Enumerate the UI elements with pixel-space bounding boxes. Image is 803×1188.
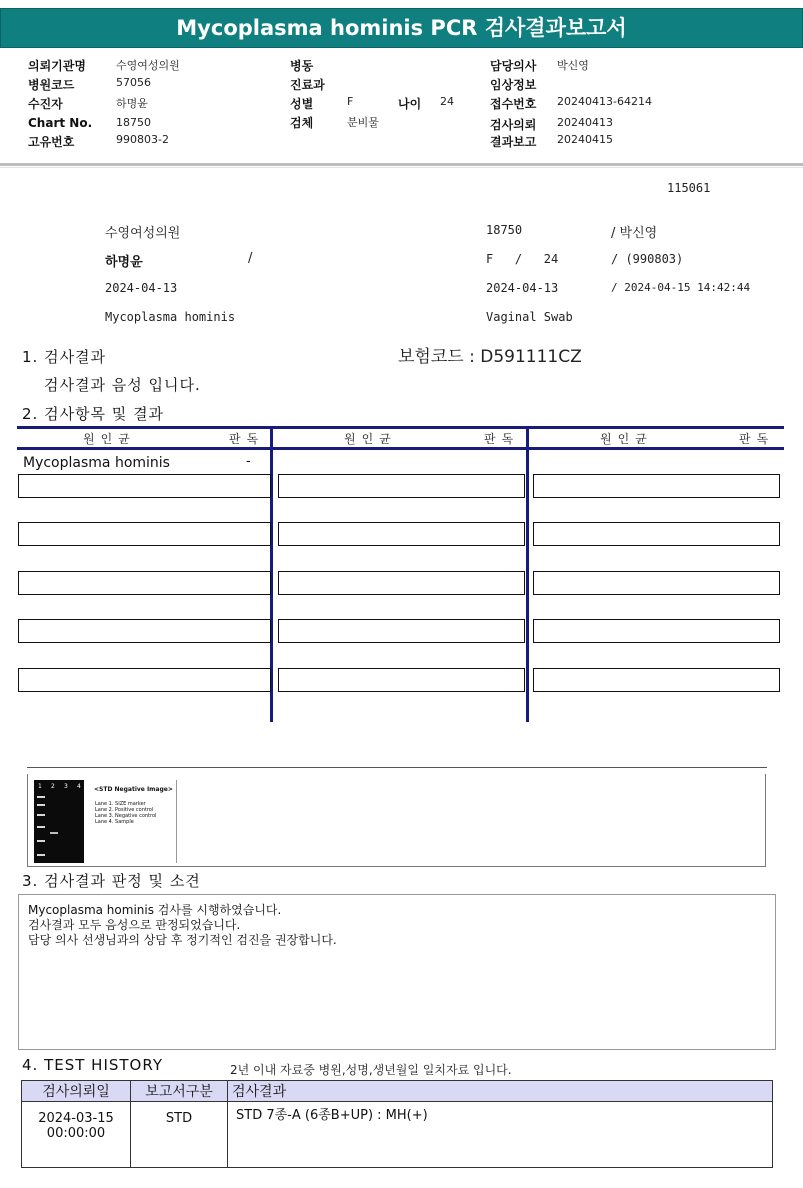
info-slash: / <box>248 251 253 266</box>
result-cell-r2-c3 <box>533 522 780 546</box>
info-hospital: 수영여성의원 <box>105 226 181 241</box>
col-head-judgement-2: 판독 <box>484 432 520 446</box>
result-row-value: - <box>246 454 251 469</box>
history-result: STD 7종-A (6종B+UP) : MH(+) <box>228 1102 773 1168</box>
request-label: 검사의뢰 <box>490 118 537 132</box>
gel-electrophoresis-image <box>34 780 84 863</box>
section4-title: 4. TEST HISTORY <box>22 1056 163 1074</box>
unique-no-value: 990803-2 <box>116 133 169 146</box>
history-type: STD <box>131 1102 228 1168</box>
report-header <box>0 50 803 162</box>
col-head-judgement-1: 판독 <box>229 432 265 446</box>
info-test-name: Mycoplasma hominis <box>105 310 236 324</box>
history-col-date: 검사의뢰일 <box>22 1081 131 1102</box>
hospital-code-value: 57056 <box>116 76 151 89</box>
gel-legend-title: <STD Negative Image> <box>94 786 173 793</box>
patient-value: 하명윤 <box>116 97 148 110</box>
gel-lane-1: 1 <box>38 783 42 790</box>
result-cell-r3-c2 <box>278 571 525 595</box>
hospital-name-value: 수영여성의원 <box>116 59 180 72</box>
result-cell-r2-c1 <box>18 522 271 546</box>
sex-value: F <box>347 95 354 108</box>
gel-legend-lane-3: Lane 3. Negative control <box>95 813 157 819</box>
history-date: 2024-03-15 <box>38 1111 114 1126</box>
gel-legend-lane-1: Lane 1. SIZE marker <box>95 801 146 807</box>
result-row-name: Mycoplasma hominis <box>23 455 170 471</box>
result-cell-r4-c2 <box>278 619 525 643</box>
info-chart-no: 18750 <box>486 223 523 237</box>
history-date-cell <box>22 1102 131 1168</box>
chart-no-label: Chart No. <box>28 116 93 130</box>
gel-legend <box>88 780 177 863</box>
hospital-name-label: 의뢰기관명 <box>28 59 86 73</box>
insurance-code: 보험코드 : D591111CZ <box>398 347 582 367</box>
history-col-type: 보고서구분 <box>131 1081 228 1102</box>
section1-title: 1. 검사결과 <box>22 348 107 366</box>
report-title: Mycoplasma hominis PCR 검사결과보고서 <box>0 8 803 48</box>
result-summary: 검사결과 음성 입니다. <box>44 376 201 394</box>
chart-no-value: 18750 <box>116 116 151 129</box>
opinion-line-2: 검사결과 모두 음성으로 판정되었습니다. <box>28 918 241 932</box>
clinical-info-label: 임상정보 <box>490 78 537 92</box>
info-birth: / (990803) <box>611 252 684 266</box>
report-date-label: 결과보고 <box>490 135 537 149</box>
col-head-pathogen-1: 원인균 <box>83 432 136 446</box>
doctor-value: 박신영 <box>557 59 589 72</box>
gel-lane-3: 3 <box>64 783 68 790</box>
receipt-no-label: 접수번호 <box>490 97 537 111</box>
history-time: 00:00:00 <box>46 1126 106 1141</box>
result-cell-r4-c3 <box>533 619 780 643</box>
result-cell-r4-c1 <box>18 619 271 643</box>
opinion-line-3: 담당 의사 선생님과의 상담 후 정기적인 검진을 권장합니다. <box>28 933 337 947</box>
patient-label: 수진자 <box>28 97 63 111</box>
info-receive-date: 2024-04-13 <box>486 281 559 295</box>
specimen-label: 검체 <box>290 116 314 130</box>
result-cell-r1-c3 <box>533 474 780 498</box>
history-col-result: 검사결과 <box>228 1081 773 1102</box>
header-divider-shadow <box>0 167 803 168</box>
doctor-label: 담당의사 <box>490 59 537 73</box>
report-code: 115061 <box>667 181 711 195</box>
gel-divider <box>27 767 767 768</box>
result-cell-r5-c3 <box>533 668 780 692</box>
info-report-datetime: / 2024-04-15 14:42:44 <box>611 281 751 294</box>
opinion-box <box>18 894 776 1050</box>
result-cell-r1-c2 <box>278 474 525 498</box>
col-head-judgement-3: 판독 <box>739 432 775 446</box>
result-cell-r2-c2 <box>278 522 525 546</box>
info-doctor: / 박신영 <box>611 226 658 241</box>
hospital-code-label: 병원코드 <box>28 78 75 92</box>
history-note: 2년 이내 자료중 병원,성명,생년월일 일치자료 입니다. <box>230 1063 512 1077</box>
ward-label: 병동 <box>290 59 314 73</box>
result-cell-r3-c1 <box>18 571 271 595</box>
opinion-line-1: Mycoplasma hominis 검사를 시행하였습니다. <box>28 903 282 917</box>
age-label: 나이 <box>398 97 422 111</box>
result-table-top-border <box>17 426 784 429</box>
section3-title: 3. 검사결과 판정 및 소견 <box>22 872 201 890</box>
report-date-value: 20240415 <box>557 133 613 146</box>
col-head-pathogen-2: 원인균 <box>344 432 397 446</box>
result-table-header-border <box>17 447 784 450</box>
info-sex-age: F / 24 <box>486 252 559 266</box>
info-specimen: Vaginal Swab <box>486 310 573 324</box>
dept-label: 진료과 <box>290 78 325 92</box>
result-table-divider-2 <box>526 426 529 722</box>
result-cell-r3-c3 <box>533 571 780 595</box>
unique-no-label: 고유번호 <box>28 135 75 149</box>
receipt-no-value: 20240413-64214 <box>557 95 652 108</box>
section2-title: 2. 검사항목 및 결과 <box>22 405 165 423</box>
request-value: 20240413 <box>557 116 613 129</box>
info-request-date: 2024-04-13 <box>105 281 178 295</box>
gel-legend-lane-2: Lane 2. Positive control <box>95 807 154 813</box>
history-table <box>21 1080 773 1168</box>
age-value: 24 <box>440 95 454 108</box>
result-cell-r1-c1 <box>18 474 271 498</box>
specimen-value: 분비물 <box>347 116 379 129</box>
gel-lane-4: 4 <box>77 783 81 790</box>
col-head-pathogen-3: 원인균 <box>600 432 653 446</box>
info-patient: 하명윤 <box>105 255 143 270</box>
sex-label: 성별 <box>290 97 314 111</box>
gel-lane-2: 2 <box>51 783 55 790</box>
history-row <box>22 1102 773 1168</box>
header-divider <box>0 163 803 166</box>
result-cell-r5-c2 <box>278 668 525 692</box>
result-cell-r5-c1 <box>18 668 271 692</box>
gel-legend-lane-4: Lane 4. Sample <box>95 819 134 825</box>
